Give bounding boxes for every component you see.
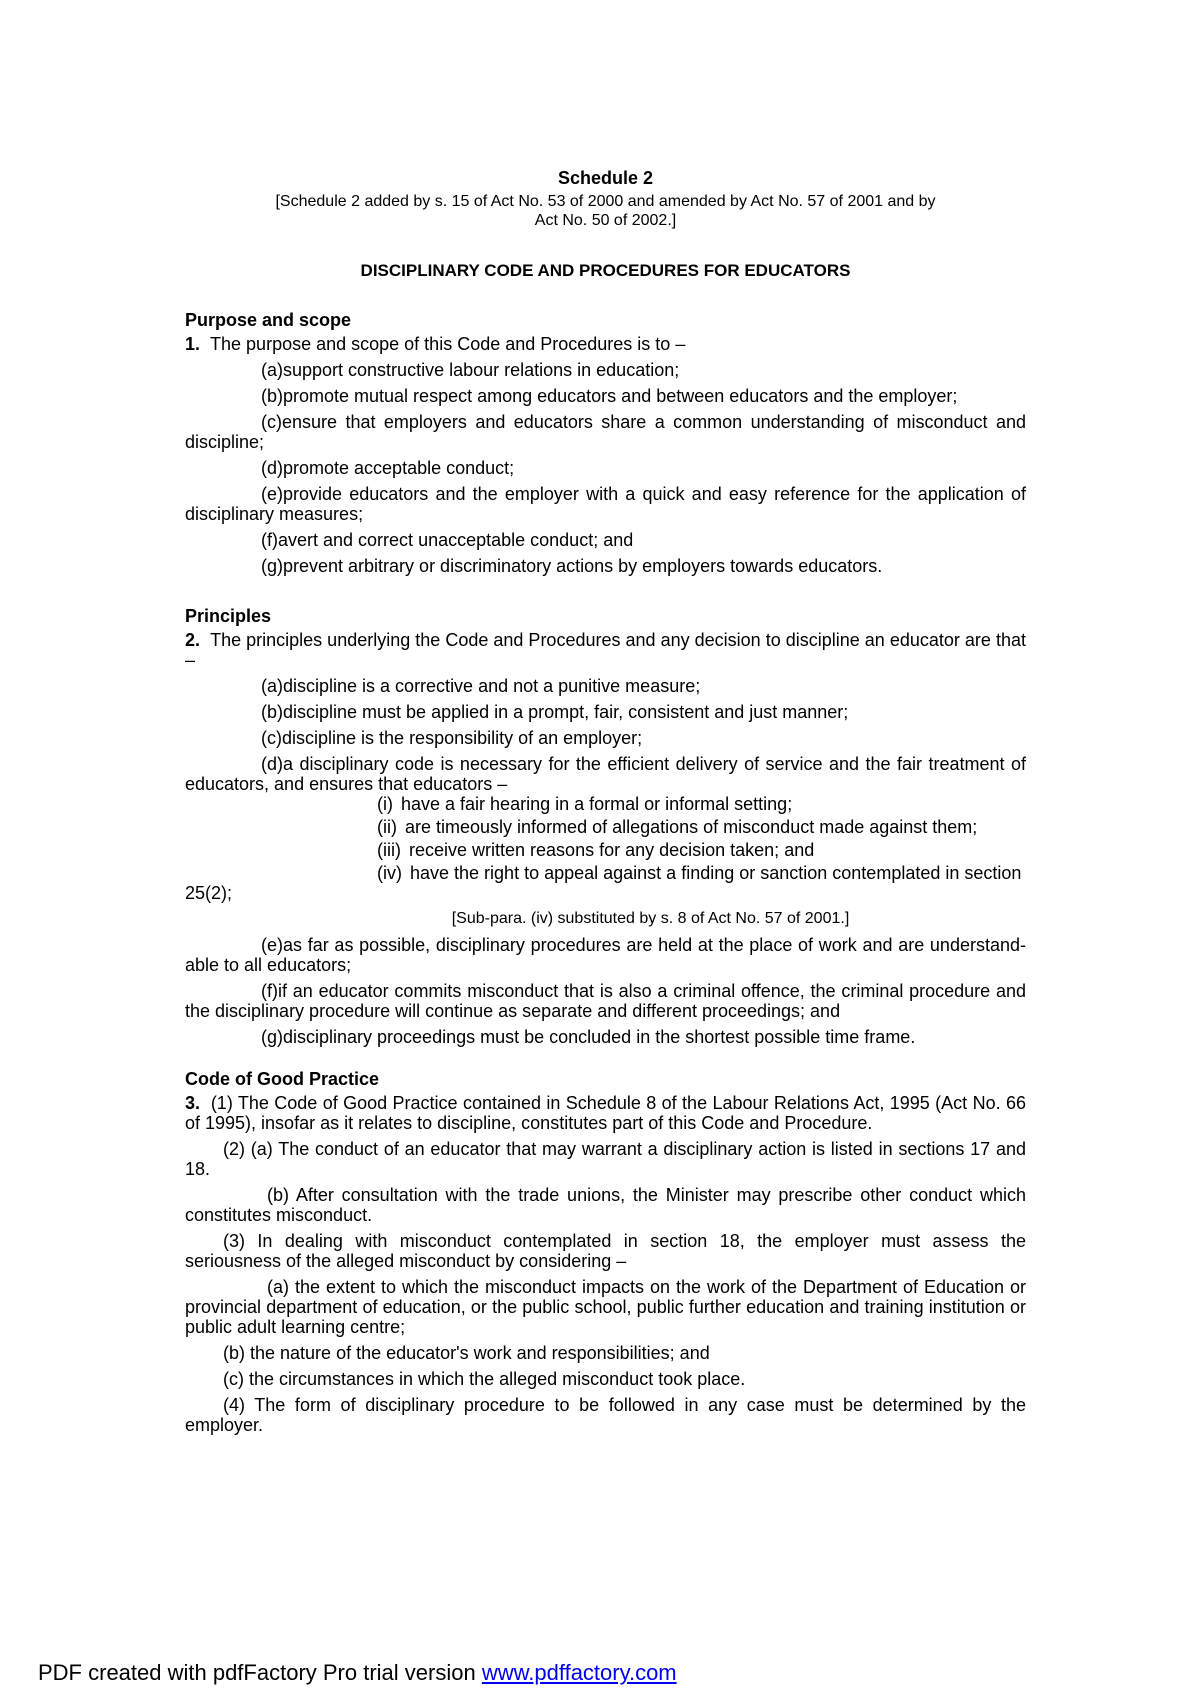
code-para-1-text: (1) The Code of Good Practice contained in Schedule 8 of the Labour Relations Act, 1995 (Act No. 66 of 1995), insofar as it relates to discipline, constitutes part of this Code and Procedure.	[185, 1093, 1026, 1133]
item-label: (e)	[261, 935, 283, 955]
pdf-watermark-footer	[38, 1660, 677, 1686]
item-text: have a fair hearing in a formal or informal setting;	[401, 794, 793, 814]
item-text: ensure that employers and educators share a common understanding of misconduct and discipline;	[185, 412, 1026, 452]
item-label: (iv)	[377, 863, 402, 883]
item-text: prevent arbitrary or discriminatory actions by employers towards educators.	[283, 556, 883, 576]
item-label: (c)	[261, 412, 282, 432]
purpose-list	[185, 360, 1026, 576]
item-text: promote acceptable conduct;	[283, 458, 515, 478]
section-heading-purpose: Purpose and scope	[185, 310, 352, 330]
item-label: (a)	[261, 676, 283, 696]
amendment-note-subpara: [Sub-para. (iv) substituted by s. 8 of Act No. 57 of 2001.]	[451, 910, 850, 927]
item-text: promote mutual respect among educators and between educators and the employer;	[283, 386, 958, 406]
principles-subitem-i	[185, 794, 1026, 814]
section-heading-principles: Principles	[185, 606, 272, 626]
item-label: (d)	[261, 754, 283, 774]
principles-item-b	[185, 702, 1026, 722]
item-text: are timeously informed of allegations of misconduct made against them;	[405, 817, 978, 837]
principles-list	[185, 676, 1026, 1047]
item-label: (b)	[261, 702, 283, 722]
item-text: a disciplinary code is necessary for the efficient delivery of service and the fair treatment of educators, and ensures that educators –	[185, 754, 1026, 794]
purpose-item-b	[185, 386, 1026, 406]
item-label: (ii)	[377, 817, 397, 837]
item-text: discipline is a corrective and not a punitive measure;	[283, 676, 701, 696]
purpose-item-a	[185, 360, 1026, 380]
principles-intro-text: The principles underlying the Code and Procedures and any decision to discipline an educator are that –	[185, 630, 1026, 670]
purpose-intro	[185, 334, 1026, 354]
item-label: (e)	[261, 484, 283, 504]
code-para-3b: (b) the nature of the educator's work and responsibilities; and	[223, 1343, 710, 1363]
amendment-note	[185, 192, 1026, 230]
purpose-item-g	[185, 556, 1026, 576]
principles-item-d	[185, 754, 1026, 794]
purpose-item-c	[185, 412, 1026, 452]
code-para-1	[185, 1093, 1026, 1133]
item-label: (g)	[261, 1027, 283, 1047]
amendment-line-1: [Schedule 2 added by s. 15 of Act No. 53 of 2000 and amended by Act No. 57 of 2001 and by	[275, 193, 936, 210]
principles-item-c	[185, 728, 1026, 748]
principles-subitem-ii	[185, 817, 1026, 837]
section-heading-code: Code of Good Practice	[185, 1069, 380, 1089]
principles-item-f	[185, 981, 1026, 1021]
item-label: (g)	[261, 556, 283, 576]
amendment-line-2: Act No. 50 of 2002.]	[534, 212, 677, 229]
code-para-2b: (b) After consultation with the trade unions, the Minister may prescribe other conduct which constitutes misconduct.	[185, 1185, 1026, 1225]
principles-intro	[185, 630, 1026, 670]
item-label: (f)	[261, 530, 278, 550]
item-label: (c)	[261, 728, 282, 748]
principles-subitem-iv	[185, 863, 1026, 903]
item-label: (iii)	[377, 840, 401, 860]
pdffactory-link[interactable]: www.pdffactory.com	[481, 1660, 677, 1685]
schedule-title: Schedule 2	[557, 168, 654, 188]
principles-subitem-iii	[185, 840, 1026, 860]
item-text: have the right to appeal against a finding or sanction contemplated in section 25(2);	[185, 863, 1022, 903]
code-para-3: (3) In dealing with misconduct contemplated in section 18, the employer must assess the seriousness of the alleged misconduct by considering –	[185, 1231, 1026, 1271]
item-label: (i)	[377, 794, 393, 814]
purpose-item-d	[185, 458, 1026, 478]
code-para-2a: (2) (a) The conduct of an educator that may warrant a disciplinary action is listed in sections 17 and 18.	[185, 1139, 1026, 1179]
code-para-3a: (a) the extent to which the misconduct impacts on the work of the Department of Education or provincial department of education, or the public school, public further education and training institution or public adult learning centre;	[185, 1277, 1026, 1337]
item-text: as far as possible, disciplinary procedures are held at the place of work and are understand-able to all educators;	[185, 935, 1026, 975]
section-number: 2.	[185, 630, 201, 650]
item-label: (a)	[261, 360, 283, 380]
document-heading: DISCIPLINARY CODE AND PROCEDURES FOR EDUCATORS	[360, 261, 851, 280]
item-text: disciplinary proceedings must be concluded in the shortest possible time frame.	[283, 1027, 916, 1047]
footer-text: PDF created with pdfFactory Pro trial version	[38, 1660, 482, 1685]
section-number: 1.	[185, 334, 201, 354]
code-para-4: (4) The form of disciplinary procedure to be followed in any case must be determined by the employer.	[185, 1395, 1026, 1435]
item-label: (b)	[261, 386, 283, 406]
item-text: discipline is the responsibility of an employer;	[282, 728, 643, 748]
item-text: if an educator commits misconduct that is also a criminal offence, the criminal procedure and the disciplinary procedure will continue as separate and different proceedings; and	[185, 981, 1026, 1021]
principles-item-a	[185, 676, 1026, 696]
item-text: receive written reasons for any decision taken; and	[409, 840, 815, 860]
principles-item-g	[185, 1027, 1026, 1047]
item-text: support constructive labour relations in education;	[283, 360, 680, 380]
purpose-item-e	[185, 484, 1026, 524]
document-page	[185, 168, 1026, 1441]
item-label: (d)	[261, 458, 283, 478]
item-text: avert and correct unacceptable conduct; and	[278, 530, 634, 550]
code-para-3c: (c) the circumstances in which the alleged misconduct took place.	[223, 1369, 746, 1389]
purpose-item-f	[185, 530, 1026, 550]
item-label: (f)	[261, 981, 278, 1001]
section-number: 3.	[185, 1093, 201, 1113]
purpose-intro-text: The purpose and scope of this Code and Procedures is to –	[210, 334, 686, 354]
principles-item-e	[185, 935, 1026, 975]
item-text: discipline must be applied in a prompt, fair, consistent and just manner;	[283, 702, 849, 722]
item-text: provide educators and the employer with a quick and easy reference for the application of disciplinary measures;	[185, 484, 1026, 524]
